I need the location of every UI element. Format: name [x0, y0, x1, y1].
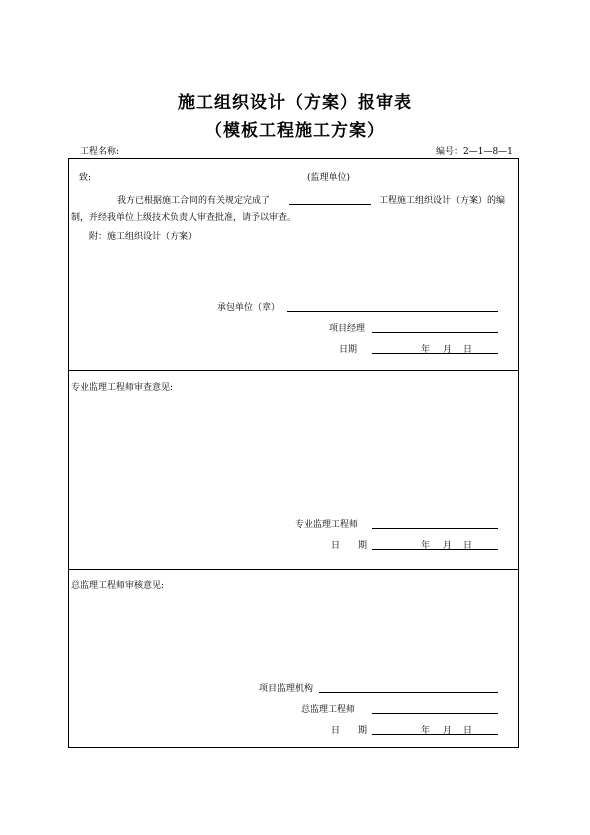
chief-engineer-signature-line[interactable]: [372, 713, 498, 714]
form-subtitle: （模板工程施工方案）: [205, 121, 385, 141]
date-label: 日 期: [331, 726, 368, 736]
body-text-line2: 制，并经我单位上级技术负责人审查批准，请予以审查。: [71, 213, 297, 223]
project-manager-label: 项目经理: [329, 324, 366, 334]
supervision-org-line[interactable]: [319, 692, 498, 693]
year-label: 年: [421, 726, 431, 736]
month-label: 月: [443, 541, 453, 551]
month-label: 月: [443, 345, 453, 355]
to-label: 致:: [79, 173, 92, 183]
application-section: [68, 158, 519, 371]
engineer-signature-line[interactable]: [372, 528, 498, 529]
supervisor-unit-label: (监理单位): [307, 173, 351, 183]
day-label: 日: [463, 726, 473, 736]
chief-review-heading: 总监理工程师审核意见:: [71, 581, 165, 591]
project-manager-signature-line[interactable]: [372, 332, 498, 333]
month-label: 月: [443, 726, 453, 736]
chief-engineer-label: 总监理工程师: [301, 705, 356, 715]
project-name-label: 工程名称:: [80, 147, 120, 157]
day-label: 日: [463, 345, 473, 355]
day-label: 日: [463, 541, 473, 551]
date-label: 日 期: [331, 541, 368, 551]
chief-review-section: [68, 569, 519, 748]
attachment-label: 附：施工组织设计（方案）: [89, 232, 198, 242]
serial-number: 编号：2—1—8—1: [436, 147, 513, 157]
project-name-blank[interactable]: [289, 204, 371, 205]
year-label: 年: [421, 345, 431, 355]
engineer-review-section: [68, 370, 519, 570]
form-title: 施工组织设计（方案）报审表: [178, 93, 412, 113]
engineer-label: 专业监理工程师: [295, 520, 359, 530]
body-text-line1: 我方已根据施工合同的有关规定完成了: [117, 196, 271, 206]
supervision-org-label: 项目监理机构: [259, 684, 314, 694]
contractor-label: 承包单位（章）: [217, 303, 281, 313]
year-label: 年: [421, 541, 431, 551]
contractor-signature-line[interactable]: [287, 311, 498, 312]
date-line[interactable]: [372, 549, 498, 550]
body-text-line1-end: 工程施工组织设计（方案）的编: [379, 196, 506, 206]
date-line[interactable]: [372, 353, 498, 354]
date-line[interactable]: [372, 734, 498, 735]
date-label: 日期: [339, 345, 358, 355]
engineer-review-heading: 专业监理工程师审查意见:: [71, 383, 174, 393]
